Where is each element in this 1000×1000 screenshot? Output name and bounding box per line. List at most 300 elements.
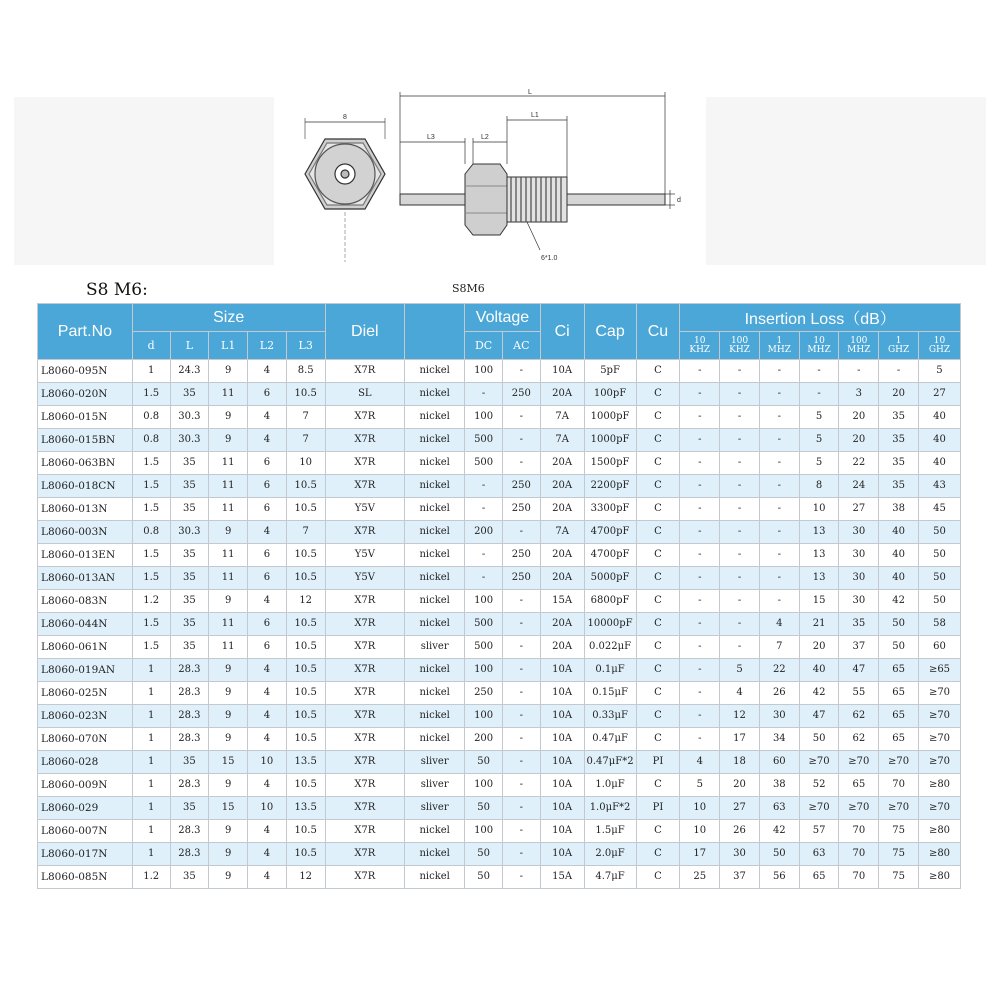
cell-loss-100mhz: 65	[839, 774, 879, 797]
cell-cu: C	[636, 544, 680, 567]
cell-voltage-ac: -	[502, 613, 540, 636]
cell-loss-100mhz: 35	[839, 613, 879, 636]
cell-plating: sliver	[405, 751, 465, 774]
cell-diel: X7R	[325, 360, 405, 383]
cell-loss-100khz: -	[720, 498, 760, 521]
cell-loss-10ghz: 60	[918, 636, 960, 659]
table-row	[38, 774, 961, 797]
cell-size-l2: 6	[248, 544, 287, 567]
cell-part-no: L8060-025N	[38, 682, 133, 705]
cell-size-l2: 4	[248, 705, 287, 728]
cell-size-l: 30.3	[170, 521, 209, 544]
cell-loss-10mhz: 5	[799, 452, 839, 475]
cell-size-l2: 4	[248, 820, 287, 843]
cell-size-l1: 11	[209, 475, 248, 498]
cell-loss-10mhz: -	[799, 360, 839, 383]
cell-size-l2: 10	[248, 751, 287, 774]
cell-plating: nickel	[405, 498, 465, 521]
cell-ci: 20A	[540, 383, 584, 406]
cell-size-l2: 6	[248, 567, 287, 590]
cell-part-no: L8060-085N	[38, 866, 133, 889]
cell-cu: C	[636, 383, 680, 406]
cell-size-d: 1.5	[132, 544, 170, 567]
cell-loss-10khz: -	[680, 406, 720, 429]
cell-part-no: L8060-017N	[38, 843, 133, 866]
cell-size-d: 0.8	[132, 429, 170, 452]
cell-diel: X7R	[325, 475, 405, 498]
cell-loss-100mhz: 30	[839, 521, 879, 544]
header-cu: Cu	[636, 304, 680, 360]
cell-loss-100mhz: 70	[839, 843, 879, 866]
cell-size-l: 35	[170, 751, 209, 774]
cell-loss-10khz: -	[680, 659, 720, 682]
cell-voltage-dc: 500	[465, 613, 503, 636]
cell-size-l3: 10.5	[286, 567, 325, 590]
cell-size-l2: 6	[248, 383, 287, 406]
cell-diel: X7R	[325, 613, 405, 636]
header-freq-10mhz: 10 MHZ	[799, 332, 839, 360]
cell-size-l: 35	[170, 590, 209, 613]
cell-loss-100mhz: 55	[839, 682, 879, 705]
cell-diel: X7R	[325, 843, 405, 866]
cell-size-l1: 11	[209, 498, 248, 521]
cell-size-l3: 7	[286, 406, 325, 429]
cell-diel: SL	[325, 383, 405, 406]
cell-size-l: 30.3	[170, 406, 209, 429]
cell-loss-1ghz: -	[879, 360, 919, 383]
cell-part-no: L8060-019AN	[38, 659, 133, 682]
cell-loss-10khz: -	[680, 452, 720, 475]
cell-voltage-ac: -	[502, 866, 540, 889]
cell-part-no: L8060-009N	[38, 774, 133, 797]
header-voltage: Voltage	[465, 304, 540, 332]
cell-ci: 10A	[540, 705, 584, 728]
table-row	[38, 636, 961, 659]
cell-loss-10khz: 4	[680, 751, 720, 774]
cell-voltage-dc: 100	[465, 360, 503, 383]
cell-plating: nickel	[405, 659, 465, 682]
cell-loss-10mhz: 65	[799, 866, 839, 889]
cell-plating: nickel	[405, 544, 465, 567]
cell-loss-100mhz: 20	[839, 429, 879, 452]
cell-loss-10ghz: ≥70	[918, 682, 960, 705]
table-row	[38, 406, 961, 429]
cell-size-l1: 15	[209, 797, 248, 820]
cell-size-l1: 11	[209, 383, 248, 406]
cell-part-no: L8060-023N	[38, 705, 133, 728]
cell-loss-10mhz: 13	[799, 521, 839, 544]
cell-diel: X7R	[325, 636, 405, 659]
cell-loss-10ghz: 40	[918, 429, 960, 452]
cell-loss-10mhz: 13	[799, 544, 839, 567]
cell-plating: nickel	[405, 360, 465, 383]
cell-cu: C	[636, 567, 680, 590]
cell-loss-100mhz: 20	[839, 406, 879, 429]
cell-size-l1: 9	[209, 728, 248, 751]
table-row	[38, 567, 961, 590]
header-size-l3: L3	[286, 332, 325, 360]
cell-ci: 20A	[540, 544, 584, 567]
cell-part-no: L8060-003N	[38, 521, 133, 544]
cell-ci: 7A	[540, 429, 584, 452]
cell-size-l: 35	[170, 544, 209, 567]
cell-part-no: L8060-063BN	[38, 452, 133, 475]
cell-loss-10mhz: 10	[799, 498, 839, 521]
cell-voltage-ac: -	[502, 360, 540, 383]
cell-ci: 20A	[540, 567, 584, 590]
cell-loss-1mhz: -	[759, 429, 799, 452]
table-row	[38, 498, 961, 521]
cell-ci: 20A	[540, 613, 584, 636]
cell-loss-100mhz: -	[839, 360, 879, 383]
cell-loss-100khz: 30	[720, 843, 760, 866]
cell-size-l: 35	[170, 636, 209, 659]
cell-plating: nickel	[405, 705, 465, 728]
header-ci: Ci	[540, 304, 584, 360]
cell-loss-100mhz: 30	[839, 544, 879, 567]
cell-voltage-dc: 250	[465, 682, 503, 705]
dim-hex-label: 8	[343, 114, 347, 121]
cell-loss-10mhz: 40	[799, 659, 839, 682]
cell-size-d: 1	[132, 843, 170, 866]
cell-cap: 0.15μF	[584, 682, 636, 705]
cell-loss-1mhz: -	[759, 590, 799, 613]
cell-loss-1mhz: -	[759, 406, 799, 429]
cell-plating: nickel	[405, 567, 465, 590]
cell-size-l: 35	[170, 498, 209, 521]
cell-size-d: 0.8	[132, 406, 170, 429]
cell-diel: X7R	[325, 705, 405, 728]
cell-loss-1ghz: 35	[879, 452, 919, 475]
dim-d-label: d	[677, 197, 681, 204]
cell-size-l: 28.3	[170, 659, 209, 682]
cell-cap: 1500pF	[584, 452, 636, 475]
cell-voltage-dc: 50	[465, 843, 503, 866]
cell-size-l1: 9	[209, 360, 248, 383]
cell-voltage-ac: -	[502, 728, 540, 751]
cell-plating: nickel	[405, 452, 465, 475]
header-freq-10khz: 10 KHZ	[680, 332, 720, 360]
cell-cap: 10000pF	[584, 613, 636, 636]
cell-size-l3: 10.5	[286, 682, 325, 705]
cell-loss-100khz: 12	[720, 705, 760, 728]
cell-loss-10ghz: 43	[918, 475, 960, 498]
cell-loss-100khz: -	[720, 475, 760, 498]
cell-size-l2: 4	[248, 521, 287, 544]
cell-size-l1: 9	[209, 659, 248, 682]
cell-ci: 10A	[540, 843, 584, 866]
cell-loss-100khz: 20	[720, 774, 760, 797]
cell-size-l1: 9	[209, 590, 248, 613]
cell-loss-100khz: 37	[720, 866, 760, 889]
cell-loss-10khz: 5	[680, 774, 720, 797]
cell-ci: 10A	[540, 728, 584, 751]
cell-part-no: L8060-070N	[38, 728, 133, 751]
cell-size-l2: 4	[248, 659, 287, 682]
cell-loss-10ghz: 50	[918, 590, 960, 613]
cell-size-l1: 9	[209, 406, 248, 429]
cell-loss-10mhz: 21	[799, 613, 839, 636]
cell-plating: sliver	[405, 636, 465, 659]
cell-diel: X7R	[325, 797, 405, 820]
cell-plating: sliver	[405, 774, 465, 797]
cell-cap: 4.7μF	[584, 866, 636, 889]
cell-loss-10khz: -	[680, 521, 720, 544]
cell-size-l3: 10.5	[286, 498, 325, 521]
cell-loss-10khz: -	[680, 590, 720, 613]
cell-size-l1: 11	[209, 544, 248, 567]
cell-loss-100mhz: 47	[839, 659, 879, 682]
cell-size-d: 1	[132, 797, 170, 820]
cell-loss-1ghz: 40	[879, 521, 919, 544]
cell-size-l1: 9	[209, 705, 248, 728]
cell-loss-100khz: 5	[720, 659, 760, 682]
cell-loss-1mhz: 56	[759, 866, 799, 889]
cell-voltage-dc: 100	[465, 705, 503, 728]
cell-size-d: 1.5	[132, 613, 170, 636]
cell-loss-10ghz: 50	[918, 521, 960, 544]
cell-cap: 0.1μF	[584, 659, 636, 682]
cell-plating: nickel	[405, 590, 465, 613]
cell-size-l: 30.3	[170, 429, 209, 452]
header-size-l1: L1	[209, 332, 248, 360]
cell-loss-1mhz: -	[759, 360, 799, 383]
cell-loss-10mhz: 52	[799, 774, 839, 797]
table-row	[38, 659, 961, 682]
cell-ci: 7A	[540, 406, 584, 429]
cell-cap: 1.0μF	[584, 774, 636, 797]
cell-voltage-ac: -	[502, 682, 540, 705]
cell-loss-1mhz: -	[759, 498, 799, 521]
cell-loss-10ghz: 50	[918, 544, 960, 567]
header-insertion-loss: Insertion Loss（dB）	[680, 304, 961, 332]
cell-loss-10khz: 10	[680, 820, 720, 843]
cell-loss-100khz: -	[720, 613, 760, 636]
dim-thread-label: 6*1.0	[541, 255, 558, 262]
cell-loss-100khz: -	[720, 452, 760, 475]
cell-loss-1ghz: ≥70	[879, 751, 919, 774]
cell-diel: X7R	[325, 866, 405, 889]
cell-diel: Y5V	[325, 544, 405, 567]
cell-size-l1: 9	[209, 682, 248, 705]
cell-loss-1ghz: 35	[879, 429, 919, 452]
cell-loss-10khz: -	[680, 567, 720, 590]
cell-loss-10khz: -	[680, 498, 720, 521]
cell-loss-1mhz: -	[759, 544, 799, 567]
series-label: S8 M6:	[86, 280, 148, 300]
cell-part-no: L8060-029	[38, 797, 133, 820]
cell-size-d: 0.8	[132, 521, 170, 544]
cell-loss-100khz: -	[720, 383, 760, 406]
cell-size-l3: 10.5	[286, 613, 325, 636]
cell-voltage-dc: -	[465, 498, 503, 521]
table-title: S8M6	[452, 282, 485, 295]
cell-ci: 10A	[540, 751, 584, 774]
cell-loss-100mhz: 70	[839, 820, 879, 843]
spec-table-body	[38, 360, 961, 889]
cell-size-l3: 7	[286, 521, 325, 544]
cell-size-l3: 10.5	[286, 544, 325, 567]
header-freq-100mhz: 100 MHZ	[839, 332, 879, 360]
cell-part-no: L8060-013N	[38, 498, 133, 521]
feedthrough-side-view	[400, 164, 665, 235]
cell-loss-1ghz: 70	[879, 774, 919, 797]
cell-voltage-ac: -	[502, 774, 540, 797]
cell-loss-10khz: -	[680, 728, 720, 751]
cell-cu: C	[636, 682, 680, 705]
cell-loss-100khz: -	[720, 360, 760, 383]
cell-ci: 7A	[540, 521, 584, 544]
cell-loss-100khz: -	[720, 567, 760, 590]
cell-size-l1: 11	[209, 567, 248, 590]
cell-plating: nickel	[405, 406, 465, 429]
header-size-l2: L2	[248, 332, 287, 360]
cell-loss-1ghz: 35	[879, 475, 919, 498]
cell-ci: 15A	[540, 866, 584, 889]
cell-cap: 0.47μF	[584, 728, 636, 751]
cell-plating: nickel	[405, 820, 465, 843]
table-row	[38, 613, 961, 636]
cell-voltage-dc: 50	[465, 866, 503, 889]
cell-size-d: 1.2	[132, 590, 170, 613]
cell-loss-1ghz: 50	[879, 636, 919, 659]
header-cap: Cap	[584, 304, 636, 360]
cell-cap: 2.0μF	[584, 843, 636, 866]
cell-voltage-dc: 500	[465, 429, 503, 452]
cell-plating: nickel	[405, 383, 465, 406]
cell-ci: 15A	[540, 590, 584, 613]
cell-voltage-ac: -	[502, 452, 540, 475]
cell-loss-100mhz: 27	[839, 498, 879, 521]
cell-cap: 0.022μF	[584, 636, 636, 659]
cell-loss-1ghz: 38	[879, 498, 919, 521]
cell-cap: 3300pF	[584, 498, 636, 521]
cell-cu: C	[636, 406, 680, 429]
cell-loss-1ghz: 65	[879, 682, 919, 705]
cell-voltage-ac: -	[502, 705, 540, 728]
cell-cap: 4700pF	[584, 521, 636, 544]
cell-loss-10mhz: 57	[799, 820, 839, 843]
cell-cu: C	[636, 659, 680, 682]
cell-loss-100khz: 17	[720, 728, 760, 751]
cell-size-l3: 10.5	[286, 728, 325, 751]
cell-loss-100khz: 4	[720, 682, 760, 705]
cell-loss-10mhz: 20	[799, 636, 839, 659]
cell-cu: C	[636, 705, 680, 728]
cell-voltage-ac: -	[502, 590, 540, 613]
cell-loss-1ghz: 75	[879, 843, 919, 866]
table-row	[38, 452, 961, 475]
cell-loss-10ghz: ≥80	[918, 774, 960, 797]
cell-size-l: 35	[170, 475, 209, 498]
cell-voltage-dc: -	[465, 544, 503, 567]
cell-diel: Y5V	[325, 567, 405, 590]
table-row	[38, 728, 961, 751]
cell-ci: 20A	[540, 636, 584, 659]
cell-size-l2: 10	[248, 797, 287, 820]
cell-size-l1: 9	[209, 429, 248, 452]
cell-voltage-ac: -	[502, 521, 540, 544]
cell-cap: 1000pF	[584, 429, 636, 452]
cell-voltage-ac: -	[502, 659, 540, 682]
cell-loss-1mhz: -	[759, 567, 799, 590]
cell-voltage-dc: 100	[465, 406, 503, 429]
cell-part-no: L8060-095N	[38, 360, 133, 383]
header-size-l: L	[170, 332, 209, 360]
cell-plating: nickel	[405, 475, 465, 498]
cell-voltage-dc: 200	[465, 728, 503, 751]
cell-size-d: 1	[132, 728, 170, 751]
cell-size-d: 1.2	[132, 866, 170, 889]
cell-loss-100khz: -	[720, 406, 760, 429]
cell-loss-1ghz: 65	[879, 728, 919, 751]
cell-cap: 4700pF	[584, 544, 636, 567]
cell-loss-1ghz: 75	[879, 820, 919, 843]
cell-loss-1ghz: 65	[879, 659, 919, 682]
cell-cu: PI	[636, 797, 680, 820]
cell-loss-10ghz: 40	[918, 452, 960, 475]
table-row	[38, 820, 961, 843]
cell-size-l1: 15	[209, 751, 248, 774]
cell-ci: 20A	[540, 475, 584, 498]
table-row	[38, 751, 961, 774]
cell-loss-1mhz: 63	[759, 797, 799, 820]
cell-diel: X7R	[325, 728, 405, 751]
cell-size-l1: 9	[209, 820, 248, 843]
cell-loss-10ghz: 5	[918, 360, 960, 383]
cell-voltage-dc: 100	[465, 590, 503, 613]
cell-loss-100khz: 18	[720, 751, 760, 774]
cell-loss-10khz: -	[680, 682, 720, 705]
cell-voltage-dc: -	[465, 567, 503, 590]
cell-cu: C	[636, 521, 680, 544]
cell-cap: 6800pF	[584, 590, 636, 613]
cell-size-l: 35	[170, 383, 209, 406]
cell-loss-10ghz: 50	[918, 567, 960, 590]
cell-size-l2: 4	[248, 774, 287, 797]
table-row	[38, 682, 961, 705]
cell-loss-1mhz: 42	[759, 820, 799, 843]
cell-cu: C	[636, 360, 680, 383]
cell-voltage-dc: 100	[465, 659, 503, 682]
cell-part-no: L8060-083N	[38, 590, 133, 613]
cell-cu: C	[636, 843, 680, 866]
spec-table	[37, 303, 961, 889]
cell-size-l: 28.3	[170, 774, 209, 797]
cell-ci: 10A	[540, 360, 584, 383]
cell-size-l2: 4	[248, 866, 287, 889]
cell-loss-10ghz: ≥80	[918, 820, 960, 843]
cell-loss-1mhz: -	[759, 452, 799, 475]
cell-loss-100mhz: 24	[839, 475, 879, 498]
cell-loss-100khz: 26	[720, 820, 760, 843]
cell-size-d: 1	[132, 659, 170, 682]
table-row	[38, 590, 961, 613]
cell-voltage-dc: 50	[465, 751, 503, 774]
cell-diel: X7R	[325, 521, 405, 544]
cell-plating: nickel	[405, 843, 465, 866]
cell-loss-1mhz: 7	[759, 636, 799, 659]
hex-nut-front-view	[305, 139, 385, 209]
cell-loss-10mhz: 15	[799, 590, 839, 613]
cell-loss-10ghz: 45	[918, 498, 960, 521]
cell-loss-100mhz: 22	[839, 452, 879, 475]
cell-loss-1ghz: 65	[879, 705, 919, 728]
cell-loss-10khz: -	[680, 429, 720, 452]
cell-loss-100mhz: 3	[839, 383, 879, 406]
cell-size-l2: 6	[248, 475, 287, 498]
cell-cu: C	[636, 613, 680, 636]
